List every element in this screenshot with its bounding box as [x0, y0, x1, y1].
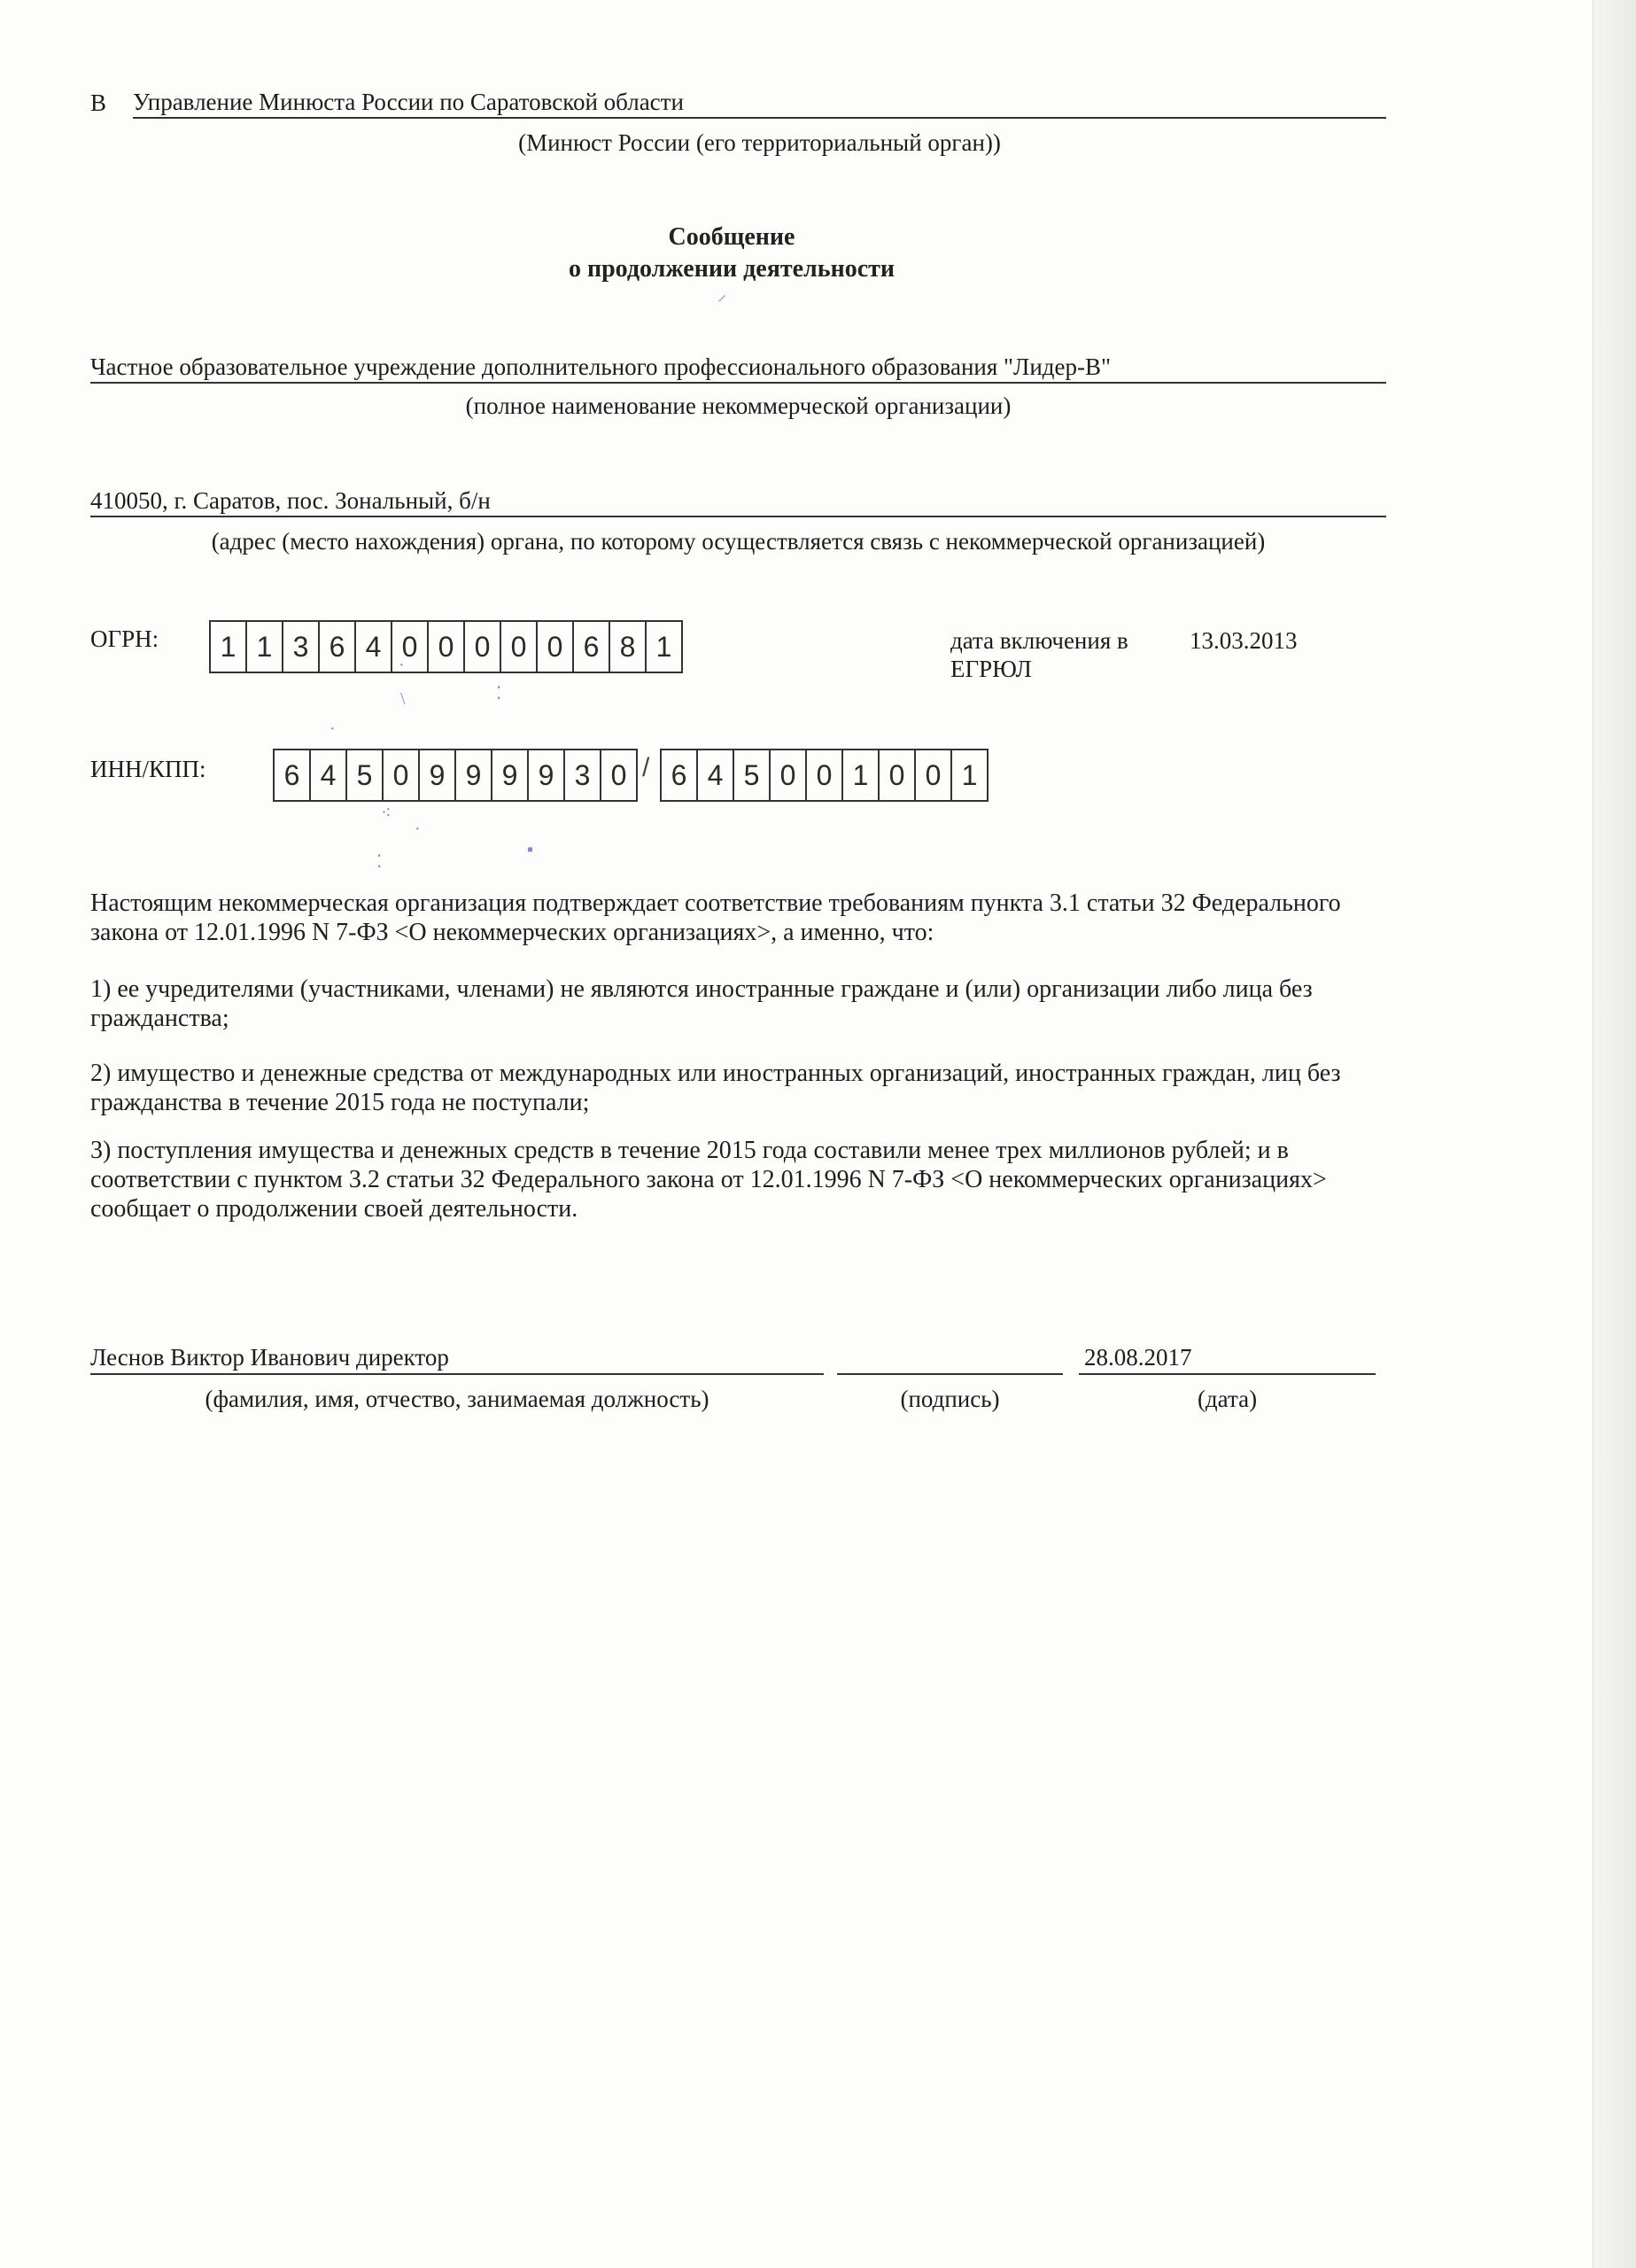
scan-speck: ⁚ [496, 684, 502, 703]
inn-kpp-label: ИНН/КПП: [90, 756, 206, 782]
kpp-digit: 1 [952, 749, 989, 802]
organization-name-line [90, 352, 1386, 384]
inn-digit: 0 [384, 749, 420, 802]
date-caption: (дата) [1197, 1386, 1258, 1412]
scan-speck: · [415, 819, 421, 839]
inn-digit: 6 [273, 749, 311, 802]
signer-name-position: Леснов Виктор Иванович директор [90, 1344, 449, 1371]
kpp-digit: 0 [880, 749, 916, 802]
ogrn-label: ОГРН: [90, 625, 159, 652]
scan-speck: ⁖ [381, 804, 392, 823]
scan-speck: \ [400, 689, 406, 709]
condition-item-2: 2) имущество и денежные средства от международных или иностранных организаций, иностранных граждан, лиц без гражданства в течение 2015 года не поступали; [90, 1060, 1341, 1116]
organization-name: Частное образовательное учреждение дополнительного профессионального образования "Лидер-В" [90, 353, 1112, 380]
address-value: 410050, г. Саратов, пос. Зональный, б/н [90, 487, 491, 514]
ogrn-digit: 6 [320, 620, 356, 673]
scan-speck: ⸝ [717, 285, 726, 305]
kpp-digit: 0 [771, 749, 807, 802]
scan-speck: · [399, 656, 405, 675]
signature-line [837, 1341, 1063, 1375]
kpp-digit: 1 [843, 749, 880, 802]
ogrn-digit-boxes [209, 620, 683, 672]
kpp-digit: 5 [734, 749, 771, 802]
inn-digit: 4 [311, 749, 347, 802]
date-line [1079, 1341, 1376, 1375]
inn-digit: 9 [492, 749, 529, 802]
organization-caption: (полное наименование некоммерческой организации) [465, 392, 1012, 419]
ogrn-digit: 0 [538, 620, 574, 673]
page-edge-shadow [1593, 0, 1636, 2268]
intro-paragraph: Настоящим некоммерческая организация подтверждает соответствие требованиям пункта 3.1 статьи 32 Федерального закона от 12.01.1996 N 7-ФЗ <О некоммерческих организациях>, а именно, что: [90, 889, 1341, 946]
condition-item-3: 3) поступления имущества и денежных средств в течение 2015 года составили менее трех миллионов рублей; и в соответствии с пунктом 3.2 статьи 32 Федерального закона от 12.01.1996 N 7-ФЗ <О некоммерческих организациях> сообщает о продолжении своей деятельности. [90, 1137, 1327, 1223]
inclusion-date-value: 13.03.2013 [1190, 627, 1298, 654]
ogrn-digit: 1 [209, 620, 247, 673]
inn-kpp-separator: / [642, 753, 650, 782]
recipient-name: Управление Минюста России по Саратовской области [133, 89, 684, 115]
kpp-digit-boxes [660, 749, 989, 800]
signer-line [90, 1341, 824, 1375]
scan-speck: ⁚ [376, 852, 383, 872]
document-subtitle: о продолжении деятельности [568, 255, 896, 283]
condition-item-1: 1) ее учредителями (участниками, членами) не являются иностранные граждане и (или) организации либо лица без гражданства; [90, 975, 1313, 1032]
inclusion-date-label-line1: дата включения в [950, 627, 1128, 654]
kpp-digit: 0 [916, 749, 952, 802]
inn-digit: 0 [601, 749, 638, 802]
ogrn-digit: 0 [429, 620, 465, 673]
scan-speck: · [330, 719, 336, 739]
ogrn-digit: 1 [247, 620, 283, 673]
ogrn-digit: 6 [574, 620, 610, 673]
ogrn-digit: 3 [283, 620, 320, 673]
ogrn-digit: 8 [610, 620, 647, 673]
inn-digit-boxes [273, 749, 638, 800]
ogrn-digit: 0 [465, 620, 501, 673]
inn-digit: 3 [565, 749, 601, 802]
ogrn-digit: 1 [647, 620, 683, 673]
kpp-digit: 6 [660, 749, 698, 802]
address-caption: (адрес (место нахождения) органа, по которому осуществляется связь с некоммерческой организацией) [211, 528, 1266, 555]
inn-digit: 5 [347, 749, 384, 802]
address-line [90, 485, 1386, 517]
ogrn-digit: 4 [356, 620, 392, 673]
signer-caption: (фамилия, имя, отчество, занимаемая должность) [205, 1386, 709, 1412]
inclusion-date-label-line2: ЕГРЮЛ [950, 656, 1032, 682]
recipient-caption: (Минюст России (его территориальный орган)) [518, 129, 1001, 156]
scan-speck: ▪ [527, 840, 534, 859]
ogrn-digit: 0 [392, 620, 429, 673]
inn-digit: 9 [529, 749, 565, 802]
signature-caption: (подпись) [900, 1386, 1000, 1412]
ogrn-digit: 0 [501, 620, 538, 673]
recipient-name-line [133, 87, 1386, 119]
signature-date: 28.08.2017 [1084, 1344, 1192, 1371]
inn-digit: 9 [456, 749, 492, 802]
recipient-prefix: В [90, 89, 107, 116]
inn-digit: 9 [420, 749, 456, 802]
document-title: Сообщение [668, 223, 795, 251]
kpp-digit: 4 [698, 749, 734, 802]
kpp-digit: 0 [807, 749, 843, 802]
